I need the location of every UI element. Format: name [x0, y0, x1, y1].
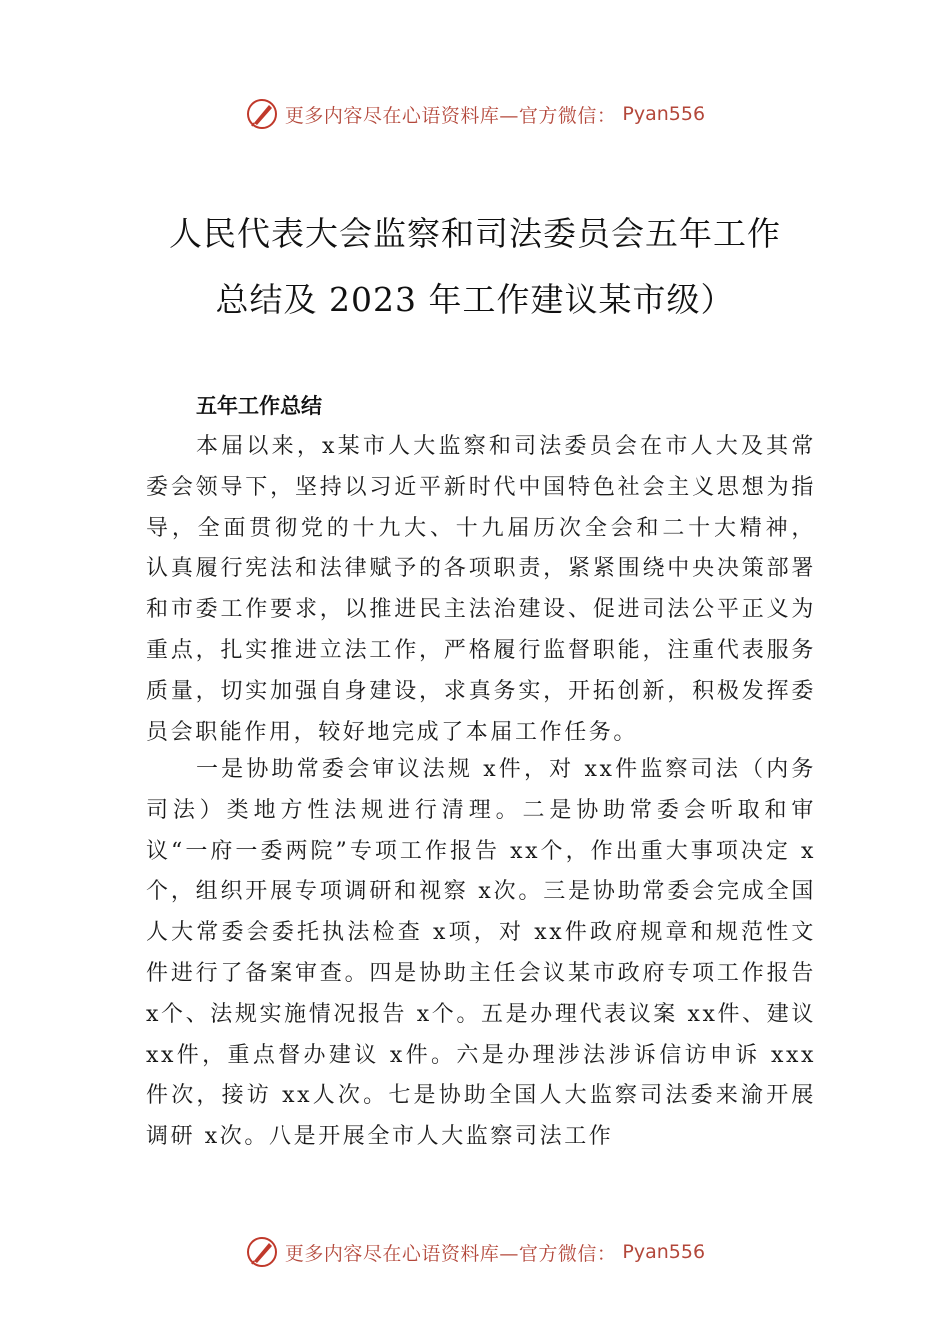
body-paragraph-1: 本届以来，x某市人大监察和司法委员会在市人大及其常委会领导下，坚持以习近平新时代中国特色社会主义思想为指导，全面贯彻党的十九大、十九届历次全会和二十大精神， 认真履行宪法和法律赋予的各项职责，紧紧围绕中央决策部署和市委工作要求，以推进民主法治建设、促进司法公平正义为重点，扎实推进立法工作，严格履行监督职能，注重代表服务质量，切实加强自身建设，求真务实，开拓创新，积极发挥委员会职能作用，较好地完成了本届工作任务。: [146, 434, 816, 745]
body-paragraph-2: 一是协助常委会审议法规 x件，对 xx件监察司法（内务司法）类地方性法规进行清理。二是协助常委会听取和审议“一府一委两院”专项工作报告 xx个，作出重大事项决定 x个，组织开展专项调研和视察 x次。三是协助常委会完成全国人大常委会委托执法检查 x项，对 xx件政府规章和规范性文件进行了备案审查。四是协助主任会议某市政府专项工作报告 x个、法规实施情况报告 x个。五是办理代表议案 xx件、建议 xx件，重点督办建议 x件。六是办理涉法涉诉信访申诉 xxx件次，接访 xx人次。七是协助全国人大监察司法委来渝开展调研 x次。八是开展全市人大监察司法工作: [146, 757, 816, 1150]
banner-site-text: 更多内容尽在心语资料库—官方微信：: [284, 104, 617, 127]
section-heading: 五年工作总结: [196, 394, 322, 418]
quill-logo-icon: [245, 97, 279, 131]
document-title-line2: 总结及 2023 年工作建议某市级）: [215, 280, 735, 319]
banner-site-text: 更多内容尽在心语资料库—官方微信：: [284, 1242, 617, 1265]
banner-wechat-id: Pyan556: [622, 1241, 706, 1263]
header-banner: [0, 94, 950, 134]
quill-logo-icon: [245, 1235, 279, 1269]
footer-banner: [0, 1232, 950, 1272]
banner-wechat-id: Pyan556: [622, 103, 706, 125]
document-title-line1: 人民代表大会监察和司法委员会五年工作: [169, 214, 781, 253]
